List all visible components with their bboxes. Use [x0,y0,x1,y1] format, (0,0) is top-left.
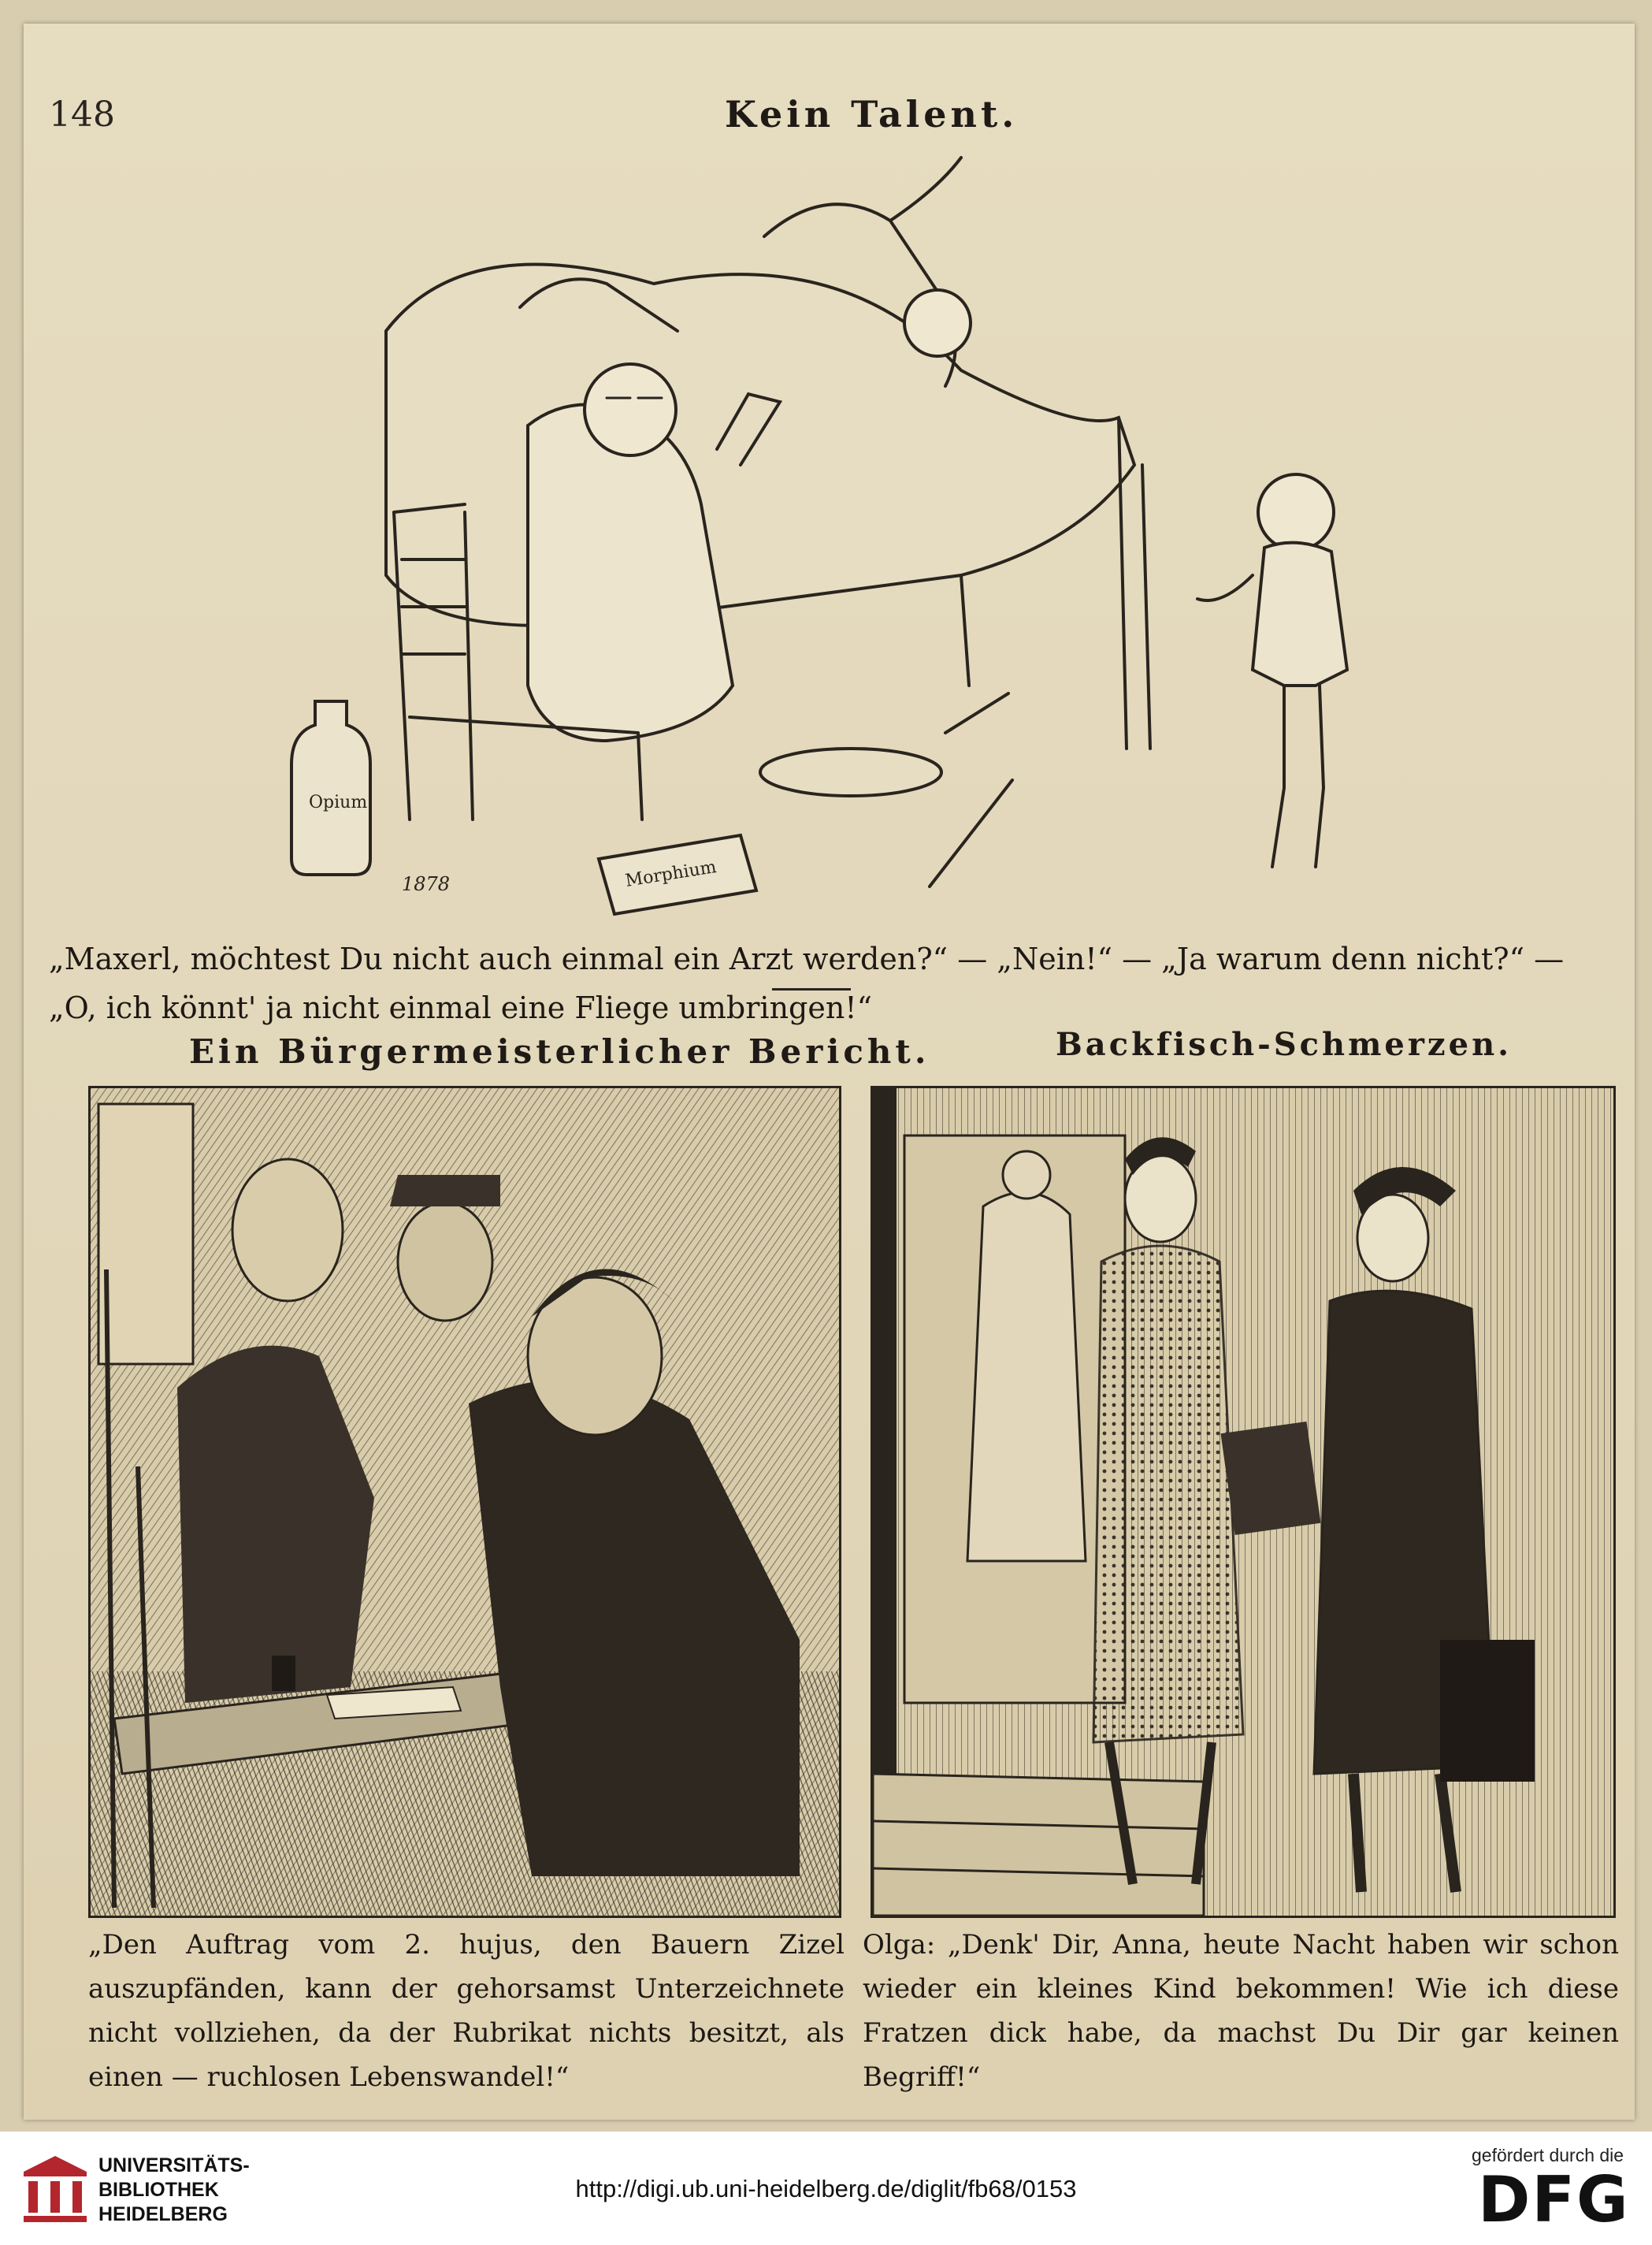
right-cartoon-title: Backfisch-Schmerzen. [1056,1026,1513,1063]
artist-signature: 1878 [402,873,451,895]
library-name-line2: BIBLIOTHEK [98,2179,219,2201]
morphium-label: Morphium [624,857,718,891]
library-name-line1: UNIVERSITÄTS- [98,2154,250,2176]
left-cartoon-title: Ein Bürgermeisterlicher Bericht. [189,1032,930,1071]
left-cartoon-illustration [88,1086,841,1918]
library-name-line3: HEIDELBERG [98,2203,228,2225]
right-cartoon-caption: Olga: „Denk' Dir, Anna, heute Nacht haben wir schon wieder ein kleines Kind bekommen! Wie ich diese Fratzen dick habe, da machst Du Dir gar keinen Begriff!“ [863,1929,1619,2093]
page-number: 148 [49,95,115,135]
opium-label: Opium [309,793,368,812]
caption-divider [772,988,851,991]
funded-by-label: gefördert durch die [1472,2145,1624,2165]
right-cartoon-illustration [871,1086,1616,1918]
top-cartoon-illustration [55,134,1595,938]
dfg-logo[interactable]: DFG [1478,2163,1630,2236]
top-cartoon-caption: „Maxerl, möchtest Du nicht auch einmal ein Arzt werden?“ — „Nein!“ — „Ja warum denn nicht?“ — „O, ich könnt' ja nicht einmal eine Fliege umbringen!“ [49,942,1565,1025]
top-cartoon-title: Kein Talent. [725,93,1019,136]
source-url-link[interactable]: http://digi.ub.uni-heidelberg.de/diglit/fb68/0153 [575,2175,1077,2202]
left-cartoon-caption: „Den Auftrag vom 2. hujus, den Bauern Zizel auszupfänden, kann der gehorsamst Unterzeichnete nicht vollziehen, da der Rubrikat nichts besitzt, als einen — ruchlosen Lebenswandel!“ [88,1929,845,2093]
